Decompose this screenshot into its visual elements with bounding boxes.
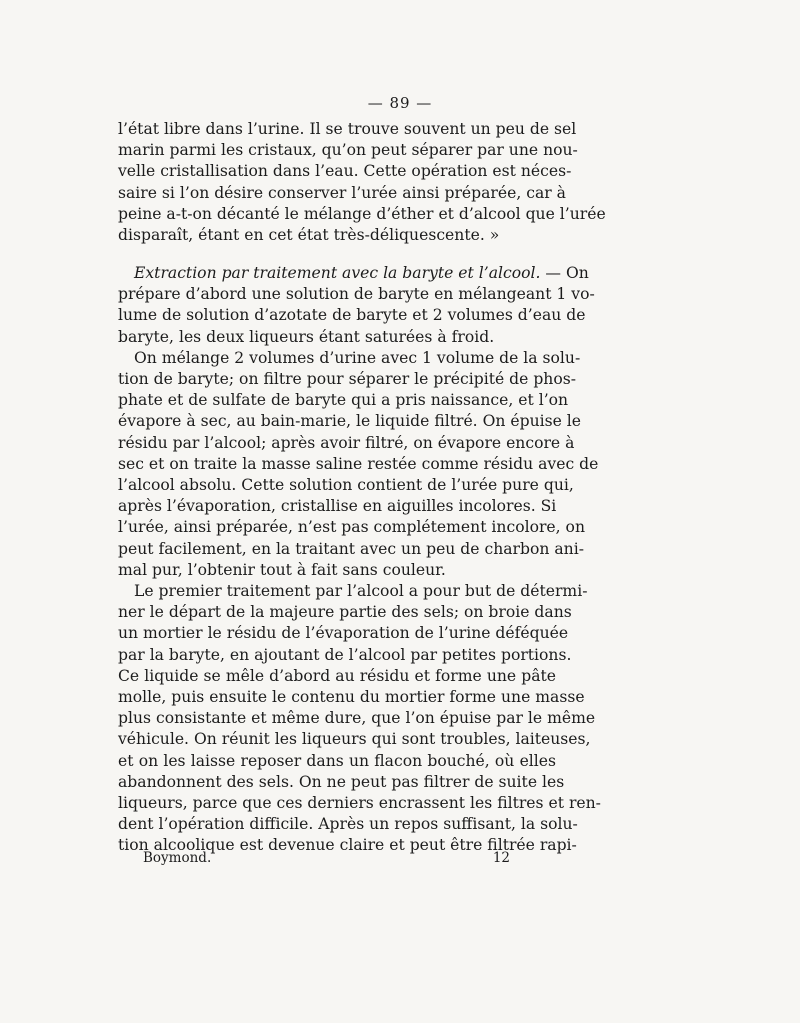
text-line: baryte, les deux liqueurs étant saturées à froid. [118,327,495,346]
text-line: liqueurs, parce que ces derniers encrassent les filtres et ren- [118,794,601,813]
text-line: disparaît, étant en cet état très-déliquescente. » [118,226,500,245]
text-line: prépare d’abord une solution de baryte en mélangeant 1 vo- [118,285,595,304]
text-line: et on les laisse reposer dans un flacon bouché, où elles [118,751,556,770]
page-footer [143,850,510,866]
text-line: tion alcoolique est devenue claire et peut être filtrée rapi- [118,836,577,855]
text-line: On mélange 2 volumes d’urine avec 1 volume de la solu- [134,348,581,367]
text-line: après l’évaporation, cristallise en aiguilles incolores. Si [118,497,557,516]
text-line: phate et de sulfate de baryte qui a pris naissance, et l’on [118,391,569,410]
section-heading-title: Extraction par traitement avec la baryte et l’alcool. [134,264,541,282]
text-line: saire si l’on désire conserver l’urée ainsi préparée, car à [118,183,566,202]
section-heading-continuation: — On [545,264,589,282]
text-line: lume de solution d’azotate de baryte et 2 volumes d’eau de [118,306,586,325]
text-line: dent l’opération difficile. Après un repos suffisant, la solu- [118,815,578,834]
text-line: Ce liquide se mêle d’abord au résidu et forme une pâte [118,666,556,685]
text-line: abandonnent des sels. On ne peut pas filtrer de suite les [118,772,565,791]
page-number: — 89 — [367,94,433,112]
text-line: véhicule. On réunit les liqueurs qui sont troubles, laiteuses, [118,730,591,749]
section-extraction [118,263,601,857]
text-line: l’état libre dans l’urine. Il se trouve souvent un peu de sel [118,120,577,138]
text-line: velle cristallisation dans l’eau. Cette opération est néces- [118,162,572,181]
text-line: résidu par l’alcool; après avoir filtré, on évapore encore à [118,433,575,452]
text-line: tion de baryte; on filtre pour séparer le précipité de phos- [118,370,576,389]
footer-author: Boymond. [143,850,212,866]
text-line: peut facilement, en la traitant avec un peu de charbon ani- [118,539,584,558]
section-heading [118,263,589,284]
text-line: molle, puis ensuite le contenu du mortier forme une masse [118,688,585,707]
text-line: plus consistante et même dure, que l’on épuise par le même [118,709,596,728]
text-line: marin parmi les cristaux, qu’on peut séparer par une nou- [118,141,578,160]
text-line: par la baryte, en ajoutant de l’alcool par petites portions. [118,645,572,664]
text-line: Le premier traitement par l’alcool a pour but de détermi- [134,582,588,601]
text-line: mal pur, l’obtenir tout à fait sans couleur. [118,560,446,579]
paragraph-continuation [118,119,606,246]
text-line: un mortier le résidu de l’évaporation de l’urine déféquée [118,624,569,643]
text-line: évapore à sec, au bain-marie, le liquide filtré. On épuise le [118,412,582,431]
text-line: l’urée, ainsi préparée, n’est pas complétement incolore, on [118,518,585,537]
text-line: l’alcool absolu. Cette solution contient de l’urée pure qui, [118,476,574,495]
footer-signature: 12 [492,850,510,866]
text-line: sec et on traite la masse saline restée comme résidu avec de [118,454,599,473]
text-line: ner le départ de la majeure partie des sels; on broie dans [118,603,572,622]
text-line: peine a-t-on décanté le mélange d’éther et d’alcool que l’urée [118,204,606,223]
